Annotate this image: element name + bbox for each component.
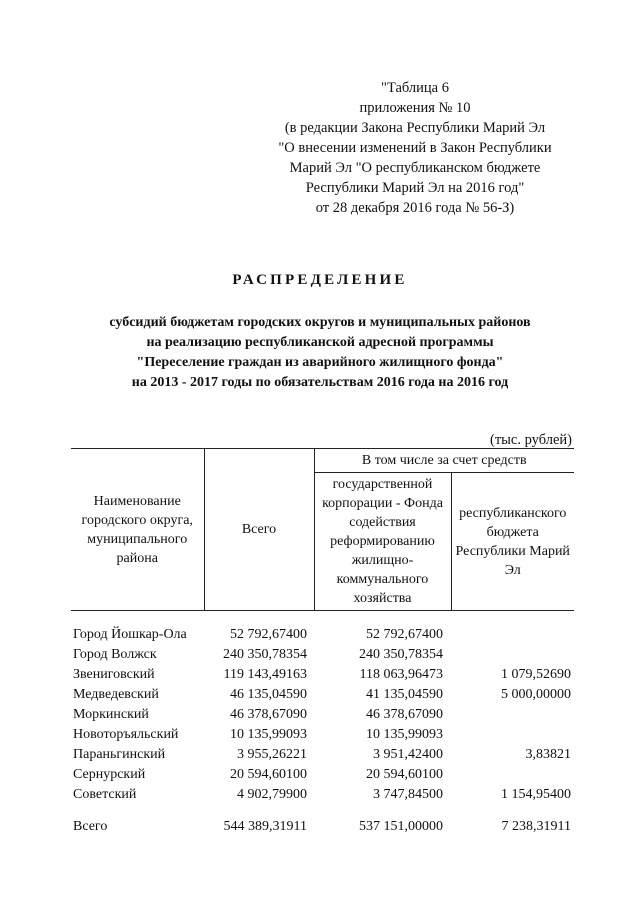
- cell-total: 4 902,79900: [237, 786, 307, 802]
- header-line: (в редакции Закона Республики Марий Эл: [284, 120, 546, 136]
- table-row: [71, 684, 574, 704]
- cell-name: Новоторъяльский: [73, 726, 179, 742]
- document-title: РАСПРЕДЕЛЕНИЕ: [232, 272, 408, 288]
- table-row: [71, 744, 574, 764]
- cell-fund: 41 135,04590: [366, 686, 443, 702]
- cell-name: Параньгинский: [73, 746, 166, 762]
- header-line: "О внесении изменений в Закон Республики: [278, 140, 552, 156]
- cell-fund: 46 378,67090: [366, 706, 443, 722]
- cell-fund: 3 951,42400: [373, 746, 443, 762]
- total-row: [71, 816, 574, 836]
- cell-name: Город Волжск: [73, 646, 157, 662]
- cell-republic: [451, 644, 574, 664]
- header-republic: республиканского бюджета Республики Марий Эл: [451, 473, 574, 611]
- subtitle-line: субсидий бюджетам городских округов и муниципальных районов: [109, 315, 531, 330]
- cell-total: 52 792,67400: [230, 626, 307, 642]
- header-line: от 28 декабря 2016 года № 56-З): [315, 200, 515, 216]
- cell-total: 240 350,78354: [223, 646, 307, 662]
- cell-total: 544 389,31911: [223, 818, 307, 834]
- cell-name: Сернурский: [73, 766, 146, 782]
- subtitle-line: на реализацию республиканской адресной программы: [146, 335, 494, 350]
- cell-republic: [451, 624, 574, 644]
- cell-fund: 3 747,84500: [373, 786, 443, 802]
- cell-republic: 7 238,31911: [501, 818, 571, 834]
- table-row: [71, 664, 574, 684]
- table-row: [71, 724, 574, 744]
- cell-republic: 1 079,52690: [501, 666, 571, 682]
- cell-republic: [451, 724, 574, 744]
- document-subtitle: [0, 313, 640, 393]
- cell-name: Звениговский: [73, 666, 155, 682]
- cell-total: 10 135,99093: [230, 726, 307, 742]
- cell-name: Советский: [73, 786, 137, 802]
- cell-republic: 5 000,00000: [501, 686, 571, 702]
- cell-name: Город Йошкар-Ола: [73, 626, 187, 642]
- table-row: [71, 704, 574, 724]
- table-row: [71, 764, 574, 784]
- cell-total: 46 135,04590: [230, 686, 307, 702]
- cell-republic: [451, 764, 574, 784]
- header-line: "Таблица 6: [381, 80, 449, 96]
- cell-fund: 537 151,00000: [359, 818, 443, 834]
- subsidy-table: [71, 448, 574, 836]
- header-total: Всего: [204, 449, 314, 611]
- subtitle-line: на 2013 - 2017 годы по обязательствам 2016 года на 2016 год: [131, 375, 509, 390]
- cell-fund: 240 350,78354: [359, 646, 443, 662]
- table-row: [71, 624, 574, 644]
- table-row: [71, 784, 574, 804]
- header-line: приложения № 10: [359, 100, 471, 116]
- cell-total: 119 143,49163: [223, 666, 307, 682]
- cell-republic: 3,83821: [525, 746, 571, 762]
- table-row: [71, 644, 574, 664]
- cell-name: Всего: [73, 818, 108, 834]
- header-fund: государственной корпорации - Фонда содействия реформированию жилищно-коммунального хозяйства: [314, 473, 451, 611]
- cell-name: Моркинский: [73, 706, 149, 722]
- subtitle-line: "Переселение граждан из аварийного жилищного фонда": [136, 355, 504, 370]
- cell-republic: [451, 704, 574, 724]
- header-name: Наименование городского округа, муниципального района: [71, 449, 204, 611]
- cell-fund: 10 135,99093: [366, 726, 443, 742]
- header-line: Республики Марий Эл на 2016 год": [305, 180, 525, 196]
- cell-total: 46 378,67090: [230, 706, 307, 722]
- cell-fund: 52 792,67400: [366, 626, 443, 642]
- appendix-header: [256, 78, 574, 218]
- cell-total: 20 594,60100: [230, 766, 307, 782]
- unit-label: (тыс. рублей): [490, 432, 572, 448]
- cell-fund: 20 594,60100: [366, 766, 443, 782]
- cell-fund: 118 063,96473: [359, 666, 443, 682]
- cell-republic: 1 154,95400: [501, 786, 571, 802]
- header-group: В том числе за счет средств: [314, 449, 574, 473]
- cell-name: Медведевский: [73, 686, 159, 702]
- header-line: Марий Эл "О республиканском бюджете: [289, 160, 541, 176]
- cell-total: 3 955,26221: [237, 746, 307, 762]
